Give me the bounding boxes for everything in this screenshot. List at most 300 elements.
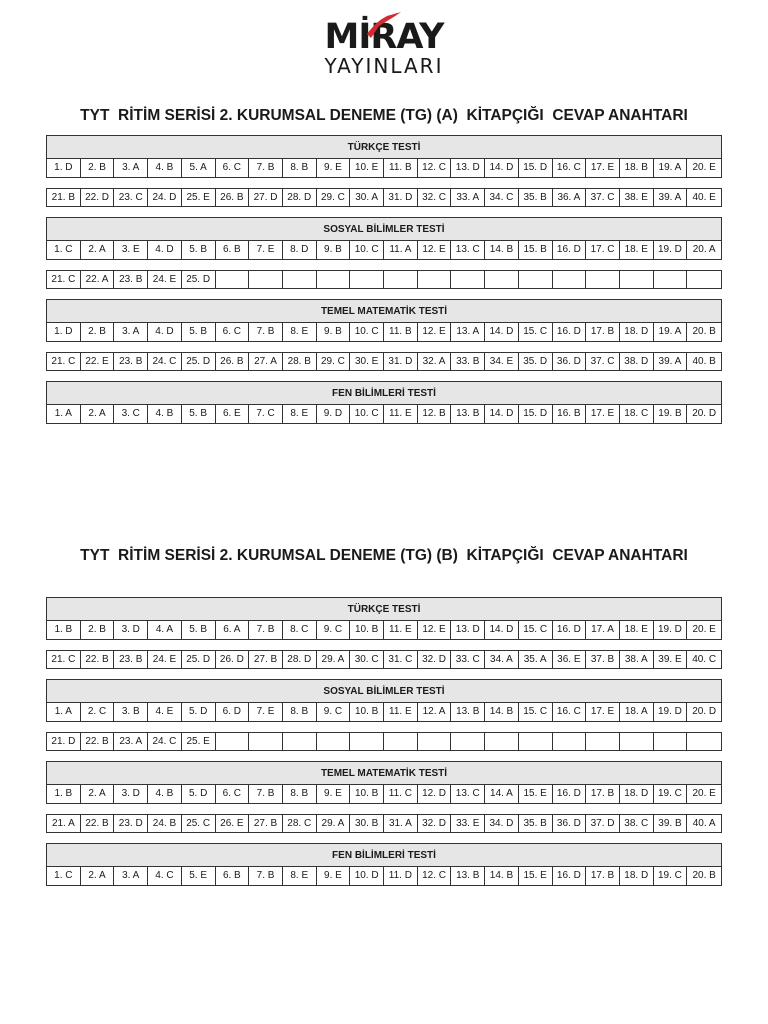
answer-cell: 18. D xyxy=(620,323,654,341)
test-section xyxy=(46,597,722,669)
answer-cell: 20. B xyxy=(692,870,716,881)
answer-cell: 10. C xyxy=(350,241,384,259)
answer-cell: 19. A xyxy=(654,159,688,177)
answer-cell: 12. B xyxy=(418,405,452,423)
test-header: TEMEL MATEMATİK TESTİ xyxy=(46,299,722,323)
answer-cell: 11. E xyxy=(384,703,418,721)
answer-cell: 24. C xyxy=(148,733,182,750)
answer-cell: 5. B xyxy=(182,405,216,423)
answer-cell: 15. C xyxy=(519,323,553,341)
answer-row xyxy=(46,621,722,640)
answer-cell xyxy=(553,271,587,288)
test-section xyxy=(46,761,722,833)
answer-cell: 9. E xyxy=(317,159,351,177)
answer-cell: 30. C xyxy=(350,651,384,668)
test-header: TÜRKÇE TESTİ xyxy=(46,597,722,621)
answer-cell: 10. C xyxy=(350,405,384,423)
answer-cell: 34. A xyxy=(485,651,519,668)
answer-cell: 8. C xyxy=(283,621,317,639)
answer-cell: 4. D xyxy=(148,323,182,341)
answer-cell: 25. D xyxy=(182,353,216,370)
answer-cell: 33. B xyxy=(451,353,485,370)
answer-cell: 13. B xyxy=(451,867,485,885)
answer-cell: 40. B xyxy=(692,356,716,367)
answer-cell: 21. B xyxy=(47,189,81,206)
answer-cell: 22. E xyxy=(81,353,115,370)
answer-cell: 22. A xyxy=(81,271,115,288)
answer-cell: 2. A xyxy=(81,405,115,423)
answer-cell: 26. D xyxy=(216,651,250,668)
answer-cell: 1. A xyxy=(47,405,81,423)
answer-cell: 20. E xyxy=(692,162,716,173)
answer-cell: 8. B xyxy=(283,785,317,803)
answer-cell: 31. D xyxy=(384,189,418,206)
answer-cell: 23. B xyxy=(114,271,148,288)
answer-cell: 40. C xyxy=(692,654,717,665)
answer-cell: 26. B xyxy=(216,353,250,370)
answer-cell: 13. B xyxy=(451,703,485,721)
brand-name: MİRAY xyxy=(324,17,444,57)
answer-cell: 21. A xyxy=(47,815,81,832)
answer-cell: 11. D xyxy=(384,867,418,885)
answer-cell: 16. D xyxy=(553,621,587,639)
answer-cell: 24. C xyxy=(148,353,182,370)
answer-cell: 10. E xyxy=(350,159,384,177)
answer-cell: 39. A xyxy=(654,189,688,206)
answer-cell: 20. E xyxy=(692,624,716,635)
answer-cell: 38. E xyxy=(620,189,654,206)
answer-cell: 13. C xyxy=(451,241,485,259)
answer-cell: 40. E xyxy=(692,192,716,203)
answer-cell: 8. E xyxy=(283,405,317,423)
answer-cell xyxy=(654,733,688,750)
answer-cell: 16. D xyxy=(553,785,587,803)
answer-cell: 16. D xyxy=(553,867,587,885)
answer-cell: 15. C xyxy=(519,703,553,721)
answer-cell: 3. E xyxy=(114,241,148,259)
answer-cell: 17. E xyxy=(586,159,620,177)
answer-cell: 9. C xyxy=(317,703,351,721)
answer-cell: 33. A xyxy=(451,189,485,206)
answer-cell: 16. C xyxy=(553,703,587,721)
answer-cell: 19. C xyxy=(654,785,688,803)
answer-cell: 7. B xyxy=(249,621,283,639)
answer-cell: 38. C xyxy=(620,815,654,832)
answer-cell: 11. A xyxy=(384,241,418,259)
answer-cell: 17. A xyxy=(586,621,620,639)
answer-cell: 17. B xyxy=(586,785,620,803)
answer-cell: 3. A xyxy=(114,323,148,341)
answer-cell: 29. C xyxy=(317,353,351,370)
answer-cell: 2. A xyxy=(81,867,115,885)
answer-cell: 27. D xyxy=(249,189,283,206)
answer-cell: 19. D xyxy=(654,703,688,721)
answer-cell xyxy=(317,733,351,750)
booklet-b-answer-key xyxy=(46,597,722,896)
answer-cell xyxy=(586,733,620,750)
answer-cell: 38. A xyxy=(620,651,654,668)
answer-cell: 14. A xyxy=(485,785,519,803)
answer-cell: 1. B xyxy=(47,621,81,639)
answer-cell: 6. C xyxy=(216,323,250,341)
answer-cell: 25. D xyxy=(182,651,216,668)
answer-cell: 10. B xyxy=(350,785,384,803)
test-section xyxy=(46,217,722,289)
answer-cell: 18. C xyxy=(620,405,654,423)
answer-cell: 7. B xyxy=(249,867,283,885)
answer-cell: 11. B xyxy=(384,159,418,177)
answer-cell: 11. B xyxy=(384,323,418,341)
answer-cell: 6. B xyxy=(216,867,250,885)
answer-cell: 24. B xyxy=(148,815,182,832)
answer-cell: 14. D xyxy=(485,405,519,423)
answer-cell: 38. D xyxy=(620,353,654,370)
answer-cell: 8. E xyxy=(283,867,317,885)
answer-cell: 7. B xyxy=(249,785,283,803)
answer-cell: 33. E xyxy=(451,815,485,832)
answer-cell: 9. B xyxy=(317,241,351,259)
answer-cell: 5. B xyxy=(182,621,216,639)
answer-cell: 17. C xyxy=(586,241,620,259)
answer-cell: 8. B xyxy=(283,159,317,177)
answer-cell: 10. B xyxy=(350,621,384,639)
answer-cell: 21. C xyxy=(47,271,81,288)
answer-cell: 14. D xyxy=(485,159,519,177)
test-header: FEN BİLİMLERİ TESTİ xyxy=(46,843,722,867)
answer-cell: 10. C xyxy=(350,323,384,341)
answer-cell: 5. E xyxy=(182,867,216,885)
answer-cell xyxy=(418,733,452,750)
answer-cell: 17. B xyxy=(586,323,620,341)
answer-cell: 28. C xyxy=(283,815,317,832)
answer-cell: 18. A xyxy=(620,703,654,721)
answer-cell: 39. E xyxy=(654,651,688,668)
answer-cell: 20. D xyxy=(692,706,717,717)
test-header: SOSYAL BİLİMLER TESTİ xyxy=(46,217,722,241)
answer-row xyxy=(46,352,722,371)
answer-cell: 17. B xyxy=(586,867,620,885)
answer-cell: 23. C xyxy=(114,189,148,206)
answer-cell: 2. B xyxy=(81,621,115,639)
answer-cell: 16. C xyxy=(553,159,587,177)
answer-cell: 35. B xyxy=(519,815,553,832)
answer-cell: 25. D xyxy=(182,271,216,288)
answer-cell: 12. E xyxy=(418,241,452,259)
answer-cell: 9. C xyxy=(317,621,351,639)
answer-cell: 4. C xyxy=(148,867,182,885)
answer-cell: 12. D xyxy=(418,785,452,803)
booklet-b-title: TYT RİTİM SERİSİ 2. KURUMSAL DENEME (TG) (B) KİTAPÇIĞI CEVAP ANAHTARI xyxy=(80,547,688,564)
answer-cell: 23. D xyxy=(114,815,148,832)
answer-cell: 14. D xyxy=(485,323,519,341)
answer-cell xyxy=(283,271,317,288)
answer-cell: 10. B xyxy=(350,703,384,721)
answer-cell: 25. E xyxy=(182,189,216,206)
brand-logo xyxy=(0,18,768,77)
answer-cell: 8. B xyxy=(283,703,317,721)
answer-row xyxy=(46,323,722,342)
answer-cell: 26. B xyxy=(216,189,250,206)
answer-cell: 24. E xyxy=(148,271,182,288)
answer-cell: 12. A xyxy=(418,703,452,721)
answer-cell: 30. B xyxy=(350,815,384,832)
answer-row xyxy=(46,785,722,804)
answer-cell xyxy=(384,271,418,288)
answer-cell: 25. E xyxy=(182,733,216,750)
test-section xyxy=(46,381,722,424)
answer-cell: 8. D xyxy=(283,241,317,259)
test-header: TEMEL MATEMATİK TESTİ xyxy=(46,761,722,785)
answer-cell: 13. D xyxy=(451,159,485,177)
answer-cell: 37. C xyxy=(586,353,620,370)
answer-cell xyxy=(249,733,283,750)
answer-cell: 1. B xyxy=(47,785,81,803)
test-section xyxy=(46,843,722,886)
answer-cell: 15. C xyxy=(519,621,553,639)
test-header: FEN BİLİMLERİ TESTİ xyxy=(46,381,722,405)
answer-cell: 9. E xyxy=(317,867,351,885)
answer-cell: 32. A xyxy=(418,353,452,370)
brand-subtitle: YAYINLARI xyxy=(324,54,444,78)
answer-cell: 21. D xyxy=(47,733,81,750)
answer-cell: 20. B xyxy=(692,326,716,337)
answer-cell: 22. B xyxy=(81,815,115,832)
answer-cell: 3. D xyxy=(114,621,148,639)
answer-cell: 21. C xyxy=(47,353,81,370)
answer-cell: 18. E xyxy=(620,621,654,639)
answer-cell xyxy=(216,733,250,750)
answer-cell: 15. B xyxy=(519,241,553,259)
answer-row xyxy=(46,270,722,289)
answer-cell: 31. A xyxy=(384,815,418,832)
answer-cell: 16. D xyxy=(553,323,587,341)
answer-cell: 37. D xyxy=(586,815,620,832)
answer-cell: 7. E xyxy=(249,241,283,259)
answer-cell xyxy=(216,271,250,288)
answer-cell: 6. E xyxy=(216,405,250,423)
answer-cell: 37. C xyxy=(586,189,620,206)
answer-cell: 15. E xyxy=(519,867,553,885)
answer-cell: 15. D xyxy=(519,405,553,423)
answer-cell: 12. C xyxy=(418,159,452,177)
answer-cell: 36. D xyxy=(553,353,587,370)
answer-cell: 11. E xyxy=(384,621,418,639)
answer-cell xyxy=(451,733,485,750)
answer-cell: 33. C xyxy=(451,651,485,668)
answer-cell: 13. C xyxy=(451,785,485,803)
answer-cell: 6. A xyxy=(216,621,250,639)
answer-row xyxy=(46,188,722,207)
answer-cell: 7. B xyxy=(249,159,283,177)
answer-cell: 4. A xyxy=(148,621,182,639)
booklet-a-title: TYT RİTİM SERİSİ 2. KURUMSAL DENEME (TG) (A) KİTAPÇIĞI CEVAP ANAHTARI xyxy=(80,107,688,124)
answer-cell: 1. D xyxy=(47,159,81,177)
answer-cell xyxy=(687,733,721,750)
answer-cell: 9. B xyxy=(317,323,351,341)
answer-cell xyxy=(620,733,654,750)
answer-cell: 5. B xyxy=(182,241,216,259)
answer-row xyxy=(46,703,722,722)
answer-cell: 13. A xyxy=(451,323,485,341)
answer-cell: 3. A xyxy=(114,867,148,885)
answer-cell: 20. E xyxy=(692,788,716,799)
answer-cell: 11. E xyxy=(384,405,418,423)
test-header: SOSYAL BİLİMLER TESTİ xyxy=(46,679,722,703)
answer-cell: 12. E xyxy=(418,323,452,341)
answer-cell: 13. D xyxy=(451,621,485,639)
answer-cell: 14. B xyxy=(485,867,519,885)
answer-cell xyxy=(350,271,384,288)
answer-cell: 16. B xyxy=(553,405,587,423)
answer-cell: 22. D xyxy=(81,189,115,206)
answer-cell: 3. D xyxy=(114,785,148,803)
answer-cell: 29. C xyxy=(317,189,351,206)
answer-cell: 19. D xyxy=(654,241,688,259)
answer-cell xyxy=(687,271,721,288)
answer-cell: 16. D xyxy=(553,241,587,259)
answer-cell: 12. E xyxy=(418,621,452,639)
answer-cell: 23. B xyxy=(114,353,148,370)
answer-cell: 24. E xyxy=(148,651,182,668)
answer-cell: 5. A xyxy=(182,159,216,177)
answer-cell: 11. C xyxy=(384,785,418,803)
answer-row xyxy=(46,732,722,751)
answer-cell xyxy=(418,271,452,288)
answer-row xyxy=(46,241,722,260)
answer-cell: 32. C xyxy=(418,189,452,206)
answer-cell: 17. E xyxy=(586,703,620,721)
answer-cell: 15. E xyxy=(519,785,553,803)
answer-row xyxy=(46,405,722,424)
answer-cell: 6. D xyxy=(216,703,250,721)
answer-cell: 20. D xyxy=(692,408,717,419)
answer-cell: 34. D xyxy=(485,815,519,832)
answer-cell xyxy=(654,271,688,288)
test-section xyxy=(46,135,722,207)
answer-cell: 40. A xyxy=(692,818,716,829)
answer-cell: 18. B xyxy=(620,159,654,177)
answer-cell: 7. E xyxy=(249,703,283,721)
answer-cell: 19. C xyxy=(654,867,688,885)
answer-cell: 5. D xyxy=(182,785,216,803)
answer-cell: 7. C xyxy=(249,405,283,423)
answer-cell: 24. D xyxy=(148,189,182,206)
answer-cell: 7. B xyxy=(249,323,283,341)
answer-cell: 35. B xyxy=(519,189,553,206)
answer-cell: 2. C xyxy=(81,703,115,721)
answer-cell: 32. D xyxy=(418,651,452,668)
answer-cell: 21. C xyxy=(47,651,81,668)
answer-cell: 1. C xyxy=(47,867,81,885)
answer-row xyxy=(46,867,722,886)
answer-cell: 28. D xyxy=(283,651,317,668)
answer-cell: 10. D xyxy=(350,867,384,885)
answer-cell: 20. A xyxy=(692,244,716,255)
answer-cell: 2. B xyxy=(81,323,115,341)
answer-cell: 6. B xyxy=(216,241,250,259)
answer-cell xyxy=(485,733,519,750)
answer-cell xyxy=(451,271,485,288)
answer-cell: 4. B xyxy=(148,785,182,803)
answer-cell xyxy=(620,271,654,288)
answer-cell: 17. E xyxy=(586,405,620,423)
answer-cell: 30. E xyxy=(350,353,384,370)
answer-cell: 27. B xyxy=(249,815,283,832)
answer-cell: 15. D xyxy=(519,159,553,177)
answer-cell: 34. E xyxy=(485,353,519,370)
answer-cell: 2. A xyxy=(81,241,115,259)
answer-cell xyxy=(350,733,384,750)
answer-cell: 14. B xyxy=(485,703,519,721)
booklet-a-answer-key xyxy=(46,135,722,434)
answer-cell: 5. D xyxy=(182,703,216,721)
answer-cell: 1. D xyxy=(47,323,81,341)
answer-cell: 4. B xyxy=(148,159,182,177)
answer-cell: 6. C xyxy=(216,785,250,803)
answer-cell: 31. D xyxy=(384,353,418,370)
answer-cell xyxy=(249,271,283,288)
answer-cell: 27. B xyxy=(249,651,283,668)
answer-cell: 28. D xyxy=(283,189,317,206)
answer-row xyxy=(46,814,722,833)
answer-cell: 4. B xyxy=(148,405,182,423)
test-header: TÜRKÇE TESTİ xyxy=(46,135,722,159)
answer-cell: 3. C xyxy=(114,405,148,423)
answer-cell: 25. C xyxy=(182,815,216,832)
answer-cell: 30. A xyxy=(350,189,384,206)
answer-cell xyxy=(519,271,553,288)
answer-cell: 28. B xyxy=(283,353,317,370)
answer-cell xyxy=(519,733,553,750)
answer-row xyxy=(46,650,722,669)
answer-cell: 18. D xyxy=(620,785,654,803)
test-section xyxy=(46,679,722,751)
answer-cell: 19. D xyxy=(654,621,688,639)
answer-cell: 26. E xyxy=(216,815,250,832)
answer-cell: 3. B xyxy=(114,703,148,721)
answer-cell: 35. D xyxy=(519,353,553,370)
bird-icon xyxy=(365,12,401,38)
answer-cell: 34. C xyxy=(485,189,519,206)
answer-cell: 36. E xyxy=(553,651,587,668)
answer-cell: 1. C xyxy=(47,241,81,259)
answer-cell: 1. A xyxy=(47,703,81,721)
answer-cell: 35. A xyxy=(519,651,553,668)
answer-cell: 22. B xyxy=(81,733,115,750)
answer-cell: 31. C xyxy=(384,651,418,668)
answer-cell: 39. B xyxy=(654,815,688,832)
answer-cell: 12. C xyxy=(418,867,452,885)
answer-cell: 2. A xyxy=(81,785,115,803)
answer-cell: 5. B xyxy=(182,323,216,341)
answer-cell: 18. E xyxy=(620,241,654,259)
answer-row xyxy=(46,159,722,178)
answer-cell: 19. B xyxy=(654,405,688,423)
answer-cell xyxy=(283,733,317,750)
answer-cell: 2. B xyxy=(81,159,115,177)
answer-cell: 3. A xyxy=(114,159,148,177)
answer-cell: 29. A xyxy=(317,815,351,832)
answer-cell xyxy=(384,733,418,750)
answer-cell xyxy=(553,733,587,750)
answer-cell: 13. B xyxy=(451,405,485,423)
answer-cell: 22. B xyxy=(81,651,115,668)
answer-cell xyxy=(485,271,519,288)
answer-cell: 18. D xyxy=(620,867,654,885)
answer-cell: 8. E xyxy=(283,323,317,341)
answer-cell: 23. A xyxy=(114,733,148,750)
answer-cell: 27. A xyxy=(249,353,283,370)
